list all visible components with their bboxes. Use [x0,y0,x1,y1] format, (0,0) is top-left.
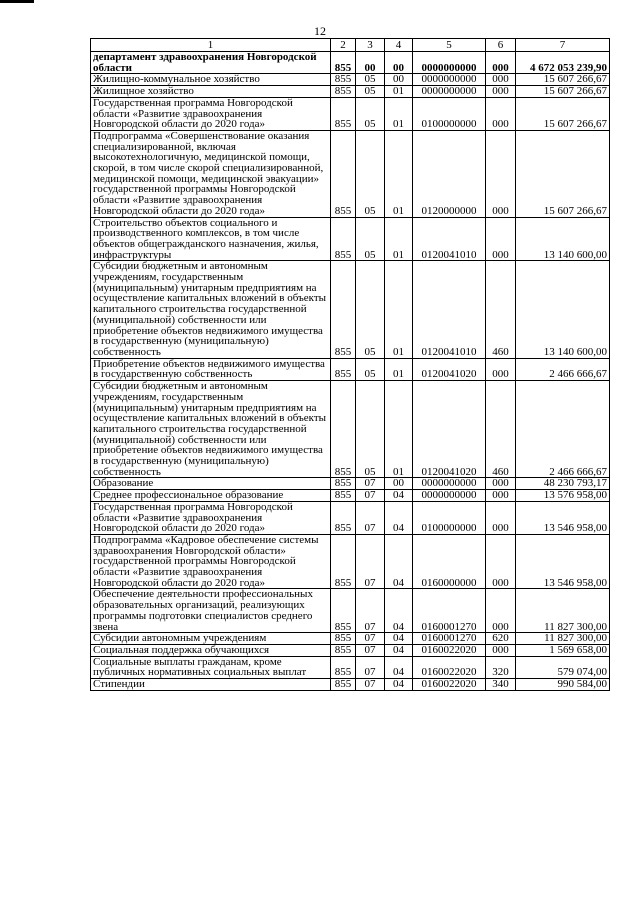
ministry-code: 855 [331,381,356,478]
amount: 1 569 658,00 [516,644,610,656]
budget-item-name: Обеспечение деятельности профессиональных образовательных организаций, реализующих программы подготовки специалистов среднего звена [91,589,331,633]
ministry-code: 855 [331,478,356,490]
section-code: 07 [356,490,385,502]
table-row [91,490,610,502]
amount: 13 140 600,00 [516,217,610,261]
budget-item-name: Жилищно-коммунальное хозяйство [91,74,331,86]
section-code: 05 [356,74,385,86]
column-header: 1 [91,39,331,52]
amount: 15 607 266,67 [516,86,610,98]
expense-type-code: 000 [486,97,516,130]
column-header: 2 [331,39,356,52]
amount: 13 546 958,00 [516,501,610,534]
ministry-code: 855 [331,130,356,217]
column-header: 5 [413,39,486,52]
section-code: 07 [356,534,385,589]
ministry-code: 855 [331,86,356,98]
column-header: 4 [385,39,413,52]
column-header: 3 [356,39,385,52]
expense-type-code: 000 [486,478,516,490]
table-row [91,501,610,534]
expense-type-code: 000 [486,86,516,98]
expense-type-code: 000 [486,74,516,86]
expense-type-code: 460 [486,381,516,478]
subsection-code: 00 [385,74,413,86]
amount: 13 576 958,00 [516,490,610,502]
section-code: 07 [356,589,385,633]
ministry-code: 855 [331,589,356,633]
section-code: 07 [356,633,385,645]
subsection-code: 04 [385,534,413,589]
amount: 15 607 266,67 [516,97,610,130]
subsection-code: 00 [385,478,413,490]
expense-type-code: 000 [486,534,516,589]
target-article-code: 0120041010 [413,261,486,358]
table-row [91,656,610,678]
expense-type-code: 000 [486,52,516,74]
subsection-code: 01 [385,97,413,130]
section-code: 05 [356,97,385,130]
ministry-code: 855 [331,501,356,534]
expense-type-code: 000 [486,501,516,534]
budget-item-name: Государственная программа Новгородской области «Развитие здравоохранения Новгородской области до 2020 года» [91,501,331,534]
table-row [91,478,610,490]
target-article-code: 0000000000 [413,74,486,86]
section-code: 07 [356,679,385,691]
target-article-code: 0100000000 [413,501,486,534]
table-row [91,534,610,589]
budget-item-name: Приобретение объектов недвижимого имущества в государственную собственность [91,358,331,380]
amount: 13 140 600,00 [516,261,610,358]
amount: 15 607 266,67 [516,74,610,86]
subsection-code: 04 [385,633,413,645]
expense-type-code: 340 [486,679,516,691]
target-article-code: 0120041020 [413,381,486,478]
target-article-code: 0120041020 [413,358,486,380]
table-row [91,261,610,358]
column-number-row [91,39,610,52]
budget-item-name: Строительство объектов социального и производственного комплексов, в том числе объектов общегражданского назначения, жилья, инфраструктуры [91,217,331,261]
section-code: 00 [356,52,385,74]
table-row [91,633,610,645]
corner-mark [0,0,34,3]
subsection-code: 04 [385,679,413,691]
target-article-code: 0120041010 [413,217,486,261]
target-article-code: 0160001270 [413,589,486,633]
section-code: 05 [356,86,385,98]
ministry-code: 855 [331,217,356,261]
ministry-code: 855 [331,358,356,380]
expense-type-code: 000 [486,358,516,380]
budget-item-name: Субсидии автономным учреждениям [91,633,331,645]
expense-type-code: 000 [486,644,516,656]
target-article-code: 0000000000 [413,52,486,74]
section-code: 05 [356,217,385,261]
amount: 48 230 793,17 [516,478,610,490]
section-code: 07 [356,644,385,656]
amount: 2 466 666,67 [516,358,610,380]
amount: 990 584,00 [516,679,610,691]
ministry-code: 855 [331,534,356,589]
target-article-code: 0000000000 [413,478,486,490]
budget-item-name: Подпрограмма «Совершенствование оказания специализированной, включая высокотехнологичную, медицинской помощи, скорой, в том числе скорой специализированной, медицинской помощи, медицинской эвакуации» государственной программы Новгородской области «Развитие здравоохранения Новгородской области до 2020 года» [91,130,331,217]
table-row [91,130,610,217]
page-number: 12 [314,24,326,38]
target-article-code: 0160000000 [413,534,486,589]
budget-item-name: Социальные выплаты гражданам, кроме публичных нормативных социальных выплат [91,656,331,678]
target-article-code: 0000000000 [413,86,486,98]
table-row [91,644,610,656]
ministry-code: 855 [331,490,356,502]
target-article-code: 0160022020 [413,644,486,656]
budget-item-name: Государственная программа Новгородской области «Развитие здравоохранения Новгородской области до 2020 года» [91,97,331,130]
amount: 11 827 300,00 [516,633,610,645]
amount: 579 074,00 [516,656,610,678]
table-row [91,86,610,98]
subsection-code: 01 [385,130,413,217]
expense-type-code: 000 [486,217,516,261]
budget-table-body [91,39,610,691]
table-row [91,52,610,74]
subsection-code: 04 [385,644,413,656]
target-article-code: 0120000000 [413,130,486,217]
subsection-code: 01 [385,217,413,261]
ministry-code: 855 [331,52,356,74]
expense-type-code: 000 [486,130,516,217]
subsection-code: 01 [385,358,413,380]
budget-item-name: Среднее профессиональное образование [91,490,331,502]
section-code: 05 [356,261,385,358]
expense-type-code: 460 [486,261,516,358]
target-article-code: 0000000000 [413,490,486,502]
budget-item-name: Образование [91,478,331,490]
ministry-code: 855 [331,74,356,86]
budget-item-name: Субсидии бюджетным и автономным учреждениям, государственным (муниципальным) унитарным предприятиям на осуществление капитальных вложений в объекты капитального строительства государственной (муниципальной) собственности или приобретение объектов недвижимого имущества в государственную (муниципальную) собственность [91,261,331,358]
subsection-code: 01 [385,86,413,98]
ministry-code: 855 [331,261,356,358]
table-row [91,679,610,691]
budget-item-name: Социальная поддержка обучающихся [91,644,331,656]
table-row [91,358,610,380]
amount: 11 827 300,00 [516,589,610,633]
ministry-code: 855 [331,633,356,645]
amount: 2 466 666,67 [516,381,610,478]
budget-item-name: Стипендии [91,679,331,691]
expense-type-code: 000 [486,490,516,502]
section-code: 05 [356,381,385,478]
expense-type-code: 620 [486,633,516,645]
section-code: 05 [356,358,385,380]
table-row [91,74,610,86]
ministry-code: 855 [331,644,356,656]
section-code: 07 [356,501,385,534]
table-row [91,217,610,261]
expense-type-code: 000 [486,589,516,633]
column-header: 7 [516,39,610,52]
section-code: 07 [356,656,385,678]
subsection-code: 04 [385,490,413,502]
budget-item-name: департамент здравоохранения Новгородской области [91,52,331,74]
table-row [91,589,610,633]
target-article-code: 0160022020 [413,679,486,691]
target-article-code: 0160001270 [413,633,486,645]
table-row [91,97,610,130]
budget-item-name: Жилищное хозяйство [91,86,331,98]
section-code: 05 [356,130,385,217]
subsection-code: 04 [385,656,413,678]
section-code: 07 [356,478,385,490]
budget-table [90,38,610,691]
subsection-code: 01 [385,261,413,358]
subsection-code: 04 [385,501,413,534]
ministry-code: 855 [331,97,356,130]
amount: 13 546 958,00 [516,534,610,589]
target-article-code: 0100000000 [413,97,486,130]
subsection-code: 01 [385,381,413,478]
amount: 4 672 053 239,90 [516,52,610,74]
ministry-code: 855 [331,679,356,691]
target-article-code: 0160022020 [413,656,486,678]
expense-type-code: 320 [486,656,516,678]
table-row [91,381,610,478]
ministry-code: 855 [331,656,356,678]
subsection-code: 00 [385,52,413,74]
subsection-code: 04 [385,589,413,633]
budget-item-name: Подпрограмма «Кадровое обеспечение системы здравоохранения Новгородской области» государственной программы Новгородской области «Развитие здравоохранения Новгородской области до 2020 года» [91,534,331,589]
amount: 15 607 266,67 [516,130,610,217]
column-header: 6 [486,39,516,52]
budget-item-name: Субсидии бюджетным и автономным учреждениям, государственным (муниципальным) унитарным предприятиям на осуществление капитальных вложений в объекты капитального строительства государственной (муниципальной) собственности или приобретение объектов недвижимого имущества в государственную (муниципальную) собственность [91,381,331,478]
